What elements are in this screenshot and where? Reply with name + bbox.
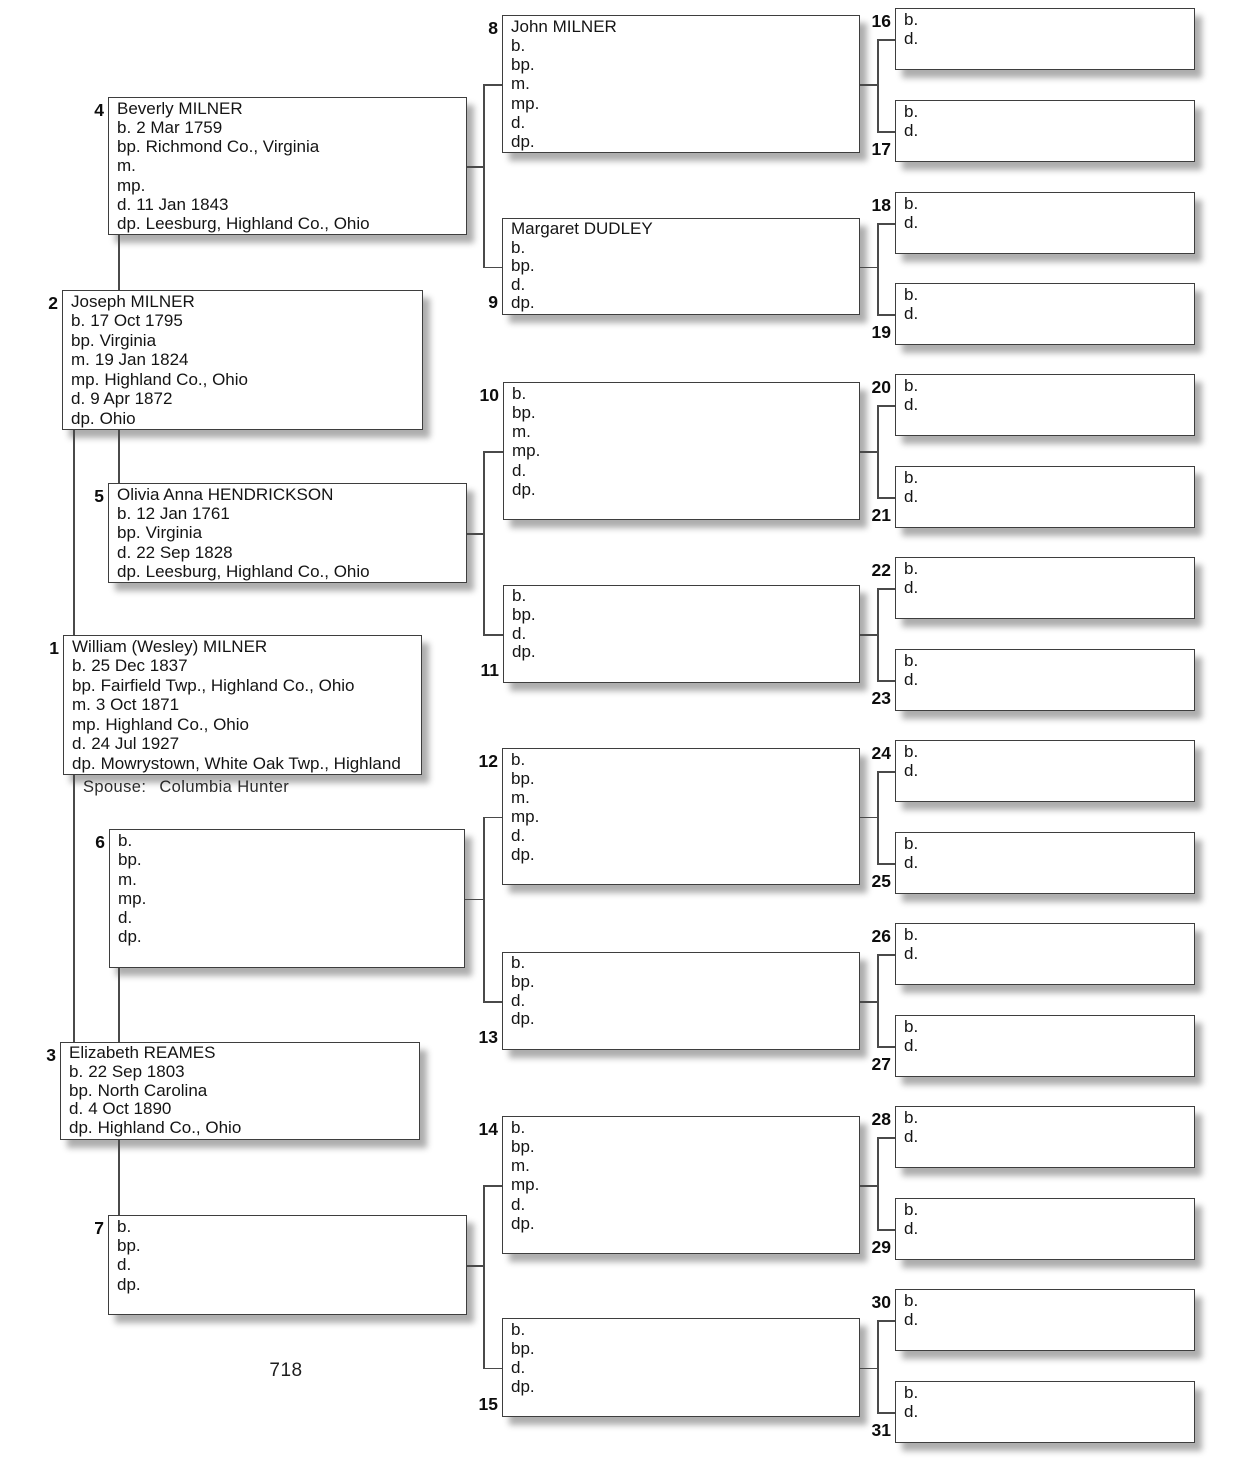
person-box-21 [895, 466, 1195, 528]
field-value: 24 Jul 1927 [91, 734, 180, 754]
box-number-26: 26 [871, 926, 891, 946]
connector-line [860, 451, 877, 453]
field-value: 11 Jan 1843 [136, 194, 229, 214]
field-label: b. [512, 587, 527, 605]
field-label: b. [511, 36, 526, 56]
person-name: Joseph MILNER [71, 292, 195, 311]
field-label: dp. [511, 131, 535, 151]
field-value: Leesburg, Highland Co., Ohio [145, 561, 370, 581]
box-number-7: 7 [94, 1218, 104, 1238]
field-label: mp. [512, 441, 541, 461]
spouse-note [83, 778, 289, 797]
field-label: bp. [512, 605, 536, 624]
field-label: d. [118, 908, 133, 928]
connector-line [483, 1368, 502, 1370]
connector-line [860, 817, 877, 819]
box-number-4: 4 [94, 100, 104, 120]
field-label: d. [511, 275, 526, 294]
field-label: d. [904, 213, 919, 233]
spouse-value: Columbia Hunter [159, 778, 290, 796]
person-name: Beverly MILNER [117, 99, 243, 118]
connector-line [860, 267, 877, 269]
field-label: b. [904, 1383, 919, 1402]
person-box-30 [895, 1289, 1195, 1351]
box-number-30: 30 [871, 1292, 891, 1312]
field-value: 3 Oct 1871 [95, 695, 180, 715]
connector-line [877, 1229, 895, 1231]
box-number-22: 22 [871, 560, 891, 580]
person-box-27 [895, 1015, 1195, 1077]
field-label: d. [117, 1255, 132, 1275]
connector-line [860, 634, 877, 636]
connector-line [483, 1185, 485, 1368]
person-box-7 [108, 1215, 467, 1315]
connector-line [483, 817, 485, 1002]
field-label: bp. [117, 1236, 141, 1256]
person-box-8 [502, 15, 860, 153]
connector-line [877, 863, 895, 865]
field-label: d. [72, 734, 87, 754]
field-label: d. [904, 1127, 919, 1147]
field-label: m. [512, 422, 531, 442]
field-label: d. [511, 991, 526, 1010]
box-number-2: 2 [48, 293, 58, 313]
field-label: mp. [117, 175, 146, 195]
person-name: Elizabeth REAMES [69, 1044, 216, 1062]
field-label: d. [511, 1194, 526, 1214]
field-value: Virginia [99, 330, 157, 350]
field-label: b. [904, 285, 919, 304]
field-label: dp. [511, 845, 535, 864]
field-label: dp. [117, 1274, 141, 1294]
field-value: 25 Dec 1837 [91, 656, 188, 676]
field-label: dp. [72, 753, 96, 773]
connector-line [483, 451, 503, 453]
connector-line [877, 405, 895, 407]
field-value: Highland Co., Ohio [97, 1119, 242, 1138]
box-number-1: 1 [49, 638, 59, 658]
field-value: North Carolina [97, 1081, 208, 1100]
field-label: d. [117, 194, 132, 214]
box-number-28: 28 [871, 1109, 891, 1129]
field-label: b. [511, 954, 526, 972]
field-value: Fairfield Twp., Highland Co., Ohio [100, 675, 355, 695]
connector-line [877, 223, 879, 314]
connector-line [877, 314, 895, 316]
person-box-15 [502, 1318, 860, 1417]
field-label: b. [904, 651, 919, 670]
person-box-14 [502, 1116, 860, 1254]
connector-line [877, 39, 879, 131]
field-label: b. [511, 238, 526, 257]
person-box-6 [109, 829, 465, 968]
connector-line [877, 588, 879, 680]
field-label: d. [512, 460, 527, 480]
field-label: dp. [511, 1377, 535, 1396]
field-label: bp. [512, 403, 536, 423]
field-label: b. [511, 1320, 526, 1339]
connector-line [118, 968, 120, 1042]
field-label: d. [904, 578, 919, 598]
field-label: mp. [118, 888, 147, 908]
field-label: bp. [511, 257, 535, 276]
field-label: bp. [511, 55, 535, 75]
field-value: Leesburg, Highland Co., Ohio [145, 213, 370, 233]
person-box-12 [502, 748, 860, 885]
connector-line [877, 954, 895, 956]
person-box-2 [62, 290, 423, 430]
field-label: d. [904, 1310, 919, 1330]
connector-line [118, 235, 120, 290]
person-box-22 [895, 557, 1195, 619]
field-label: d. [904, 304, 919, 324]
connector-line [73, 775, 75, 1042]
field-label: b. [904, 1291, 919, 1310]
person-box-24 [895, 740, 1195, 802]
connector-line [118, 1140, 120, 1215]
field-label: m. [72, 695, 91, 715]
field-label: d. [117, 542, 132, 562]
field-label: d. [904, 487, 919, 507]
field-value: 9 Apr 1872 [90, 389, 173, 409]
field-label: b. [117, 118, 132, 138]
connector-line [483, 1001, 502, 1003]
box-number-5: 5 [94, 486, 104, 506]
connector-line [877, 771, 895, 773]
field-label: mp. [511, 93, 540, 113]
connector-line [877, 1320, 879, 1412]
field-label: d. [904, 121, 919, 141]
person-box-13 [502, 952, 860, 1050]
connector-line [877, 405, 879, 497]
connector-line [860, 1185, 877, 1187]
box-number-12: 12 [478, 751, 498, 771]
field-label: b. [904, 10, 919, 29]
box-number-9: 9 [488, 292, 498, 312]
field-label: d. [511, 1358, 526, 1377]
field-label: b. [118, 831, 133, 850]
field-label: mp. [71, 369, 100, 389]
field-label: d. [71, 389, 86, 409]
field-label: b. [69, 1062, 84, 1081]
connector-line [860, 84, 877, 86]
connector-line [877, 954, 879, 1046]
box-number-10: 10 [479, 385, 499, 405]
field-label: mp. [72, 714, 101, 734]
spouse-label: Spouse: [83, 778, 147, 796]
field-label: d. [511, 826, 526, 845]
person-box-23 [895, 649, 1195, 711]
field-value: 2 Mar 1759 [136, 118, 223, 138]
field-label: d. [904, 944, 919, 964]
field-label: bp. [118, 850, 142, 870]
field-label: m. [118, 869, 137, 889]
field-label: b. [904, 102, 919, 121]
field-label: bp. [71, 330, 95, 350]
connector-line [877, 680, 895, 682]
field-label: dp. [71, 408, 95, 428]
box-number-23: 23 [871, 688, 891, 708]
connector-line [877, 1320, 895, 1322]
field-label: mp. [511, 1175, 540, 1195]
field-label: d. [904, 761, 919, 781]
box-number-24: 24 [871, 743, 891, 763]
person-box-17 [895, 100, 1195, 162]
field-label: d. [904, 1036, 919, 1056]
field-label: mp. [511, 807, 540, 826]
connector-line [860, 1368, 877, 1370]
box-number-17: 17 [871, 139, 891, 159]
person-box-16 [895, 8, 1195, 70]
field-label: b. [904, 559, 919, 578]
field-label: m. [71, 350, 90, 370]
field-label: m. [511, 788, 530, 807]
person-box-5 [108, 483, 467, 583]
field-label: bp. [117, 523, 141, 543]
field-label: dp. [511, 1010, 535, 1029]
box-number-13: 13 [478, 1027, 498, 1047]
person-box-26 [895, 923, 1195, 985]
person-box-10 [503, 382, 860, 520]
connector-line [877, 1412, 895, 1414]
field-value: 22 Sep 1828 [136, 542, 233, 562]
field-label: b. [117, 504, 132, 524]
field-label: dp. [69, 1119, 93, 1138]
field-label: d. [512, 624, 527, 643]
connector-line [483, 84, 502, 86]
field-label: d. [904, 670, 919, 690]
person-box-29 [895, 1198, 1195, 1260]
field-label: b. [904, 1108, 919, 1127]
field-label: bp. [69, 1081, 93, 1100]
field-label: b. [904, 376, 919, 395]
connector-line [877, 1137, 895, 1139]
connector-line [877, 39, 895, 41]
field-label: b. [904, 742, 919, 761]
field-label: d. [904, 1402, 919, 1422]
connector-line [467, 166, 483, 168]
field-value: 12 Jan 1761 [136, 504, 230, 524]
box-number-29: 29 [871, 1237, 891, 1257]
field-value: 4 Oct 1890 [88, 1100, 172, 1119]
box-number-21: 21 [871, 505, 891, 525]
field-value: Highland Co., Ohio [104, 369, 248, 389]
field-value: Ohio [99, 408, 136, 428]
box-number-20: 20 [871, 377, 891, 397]
box-number-31: 31 [871, 1420, 891, 1440]
connector-line [483, 267, 502, 269]
field-label: b. [72, 656, 87, 676]
field-label: b. [904, 194, 919, 213]
field-value: 22 Sep 1803 [88, 1062, 185, 1081]
connector-line [877, 223, 895, 225]
field-value: 17 Oct 1795 [90, 311, 183, 331]
connector-line [877, 771, 879, 863]
person-box-3 [60, 1042, 420, 1140]
person-box-25 [895, 832, 1195, 894]
connector-line [877, 1137, 879, 1229]
box-number-14: 14 [478, 1119, 498, 1139]
box-number-25: 25 [871, 871, 891, 891]
field-label: dp. [511, 294, 535, 313]
field-label: d. [904, 853, 919, 873]
field-label: m. [511, 1156, 530, 1176]
person-box-1 [63, 635, 422, 775]
connector-line [483, 634, 503, 636]
connector-line [483, 1185, 502, 1187]
connector-line [483, 451, 485, 634]
person-name: Margaret DUDLEY [511, 220, 653, 238]
field-label: dp. [118, 927, 142, 947]
field-label: d. [904, 29, 919, 49]
field-label: d. [904, 1219, 919, 1239]
field-label: b. [117, 1217, 132, 1236]
person-box-31 [895, 1381, 1195, 1443]
field-value: Richmond Co., Virginia [145, 137, 320, 157]
person-name: Olivia Anna HENDRICKSON [117, 485, 334, 504]
person-box-28 [895, 1106, 1195, 1168]
field-label: d. [69, 1100, 84, 1119]
field-label: bp. [511, 972, 535, 991]
field-label: dp. [512, 479, 536, 499]
connector-line [860, 1001, 877, 1003]
connector-line [467, 1265, 483, 1267]
field-value: Virginia [145, 523, 203, 543]
box-number-18: 18 [871, 195, 891, 215]
field-value: Highland Co., Ohio [105, 714, 249, 734]
field-label: b. [904, 1017, 919, 1036]
person-box-20 [895, 374, 1195, 436]
field-label: m. [117, 156, 136, 176]
box-number-8: 8 [488, 18, 498, 38]
person-box-11 [503, 585, 860, 683]
box-number-16: 16 [871, 11, 891, 31]
field-label: dp. [511, 1213, 535, 1233]
connector-line [73, 430, 75, 635]
field-label: b. [511, 1118, 526, 1137]
box-number-6: 6 [95, 832, 105, 852]
connector-line [467, 533, 483, 535]
person-box-4 [108, 97, 467, 235]
person-box-19 [895, 283, 1195, 345]
person-name: William (Wesley) MILNER [72, 637, 268, 656]
connector-line [877, 131, 895, 133]
field-label: bp. [511, 769, 535, 788]
field-label: d. [511, 112, 526, 132]
connector-line [877, 1046, 895, 1048]
field-label: bp. [511, 1137, 535, 1157]
box-number-15: 15 [478, 1394, 498, 1414]
connector-line [483, 817, 502, 819]
field-label: b. [71, 311, 86, 331]
field-value: Mowrystown, White Oak Twp., Highland [100, 753, 401, 773]
field-label: bp. [511, 1339, 535, 1358]
field-label: bp. [117, 137, 141, 157]
person-name: John MILNER [511, 17, 617, 36]
field-label: dp. [117, 213, 141, 233]
connector-line [483, 84, 485, 267]
person-box-9 [502, 218, 860, 315]
field-label: bp. [72, 675, 96, 695]
field-label: dp. [512, 643, 536, 662]
field-label: b. [512, 384, 527, 403]
connector-line [877, 497, 895, 499]
connector-line [465, 899, 483, 901]
field-label: dp. [117, 561, 141, 581]
page-number: 718 [269, 1360, 303, 1381]
field-label: m. [511, 74, 530, 94]
person-box-18 [895, 192, 1195, 254]
connector-line [118, 430, 120, 483]
connector-line [877, 588, 895, 590]
field-value: 19 Jan 1824 [94, 350, 189, 370]
field-label: b. [904, 1200, 919, 1219]
box-number-27: 27 [871, 1054, 891, 1074]
field-label: b. [511, 750, 526, 769]
field-label: b. [904, 925, 919, 944]
field-label: b. [904, 834, 919, 853]
field-label: b. [904, 468, 919, 487]
box-number-3: 3 [46, 1045, 56, 1065]
field-label: d. [904, 395, 919, 415]
box-number-11: 11 [480, 660, 499, 680]
box-number-19: 19 [871, 322, 891, 342]
